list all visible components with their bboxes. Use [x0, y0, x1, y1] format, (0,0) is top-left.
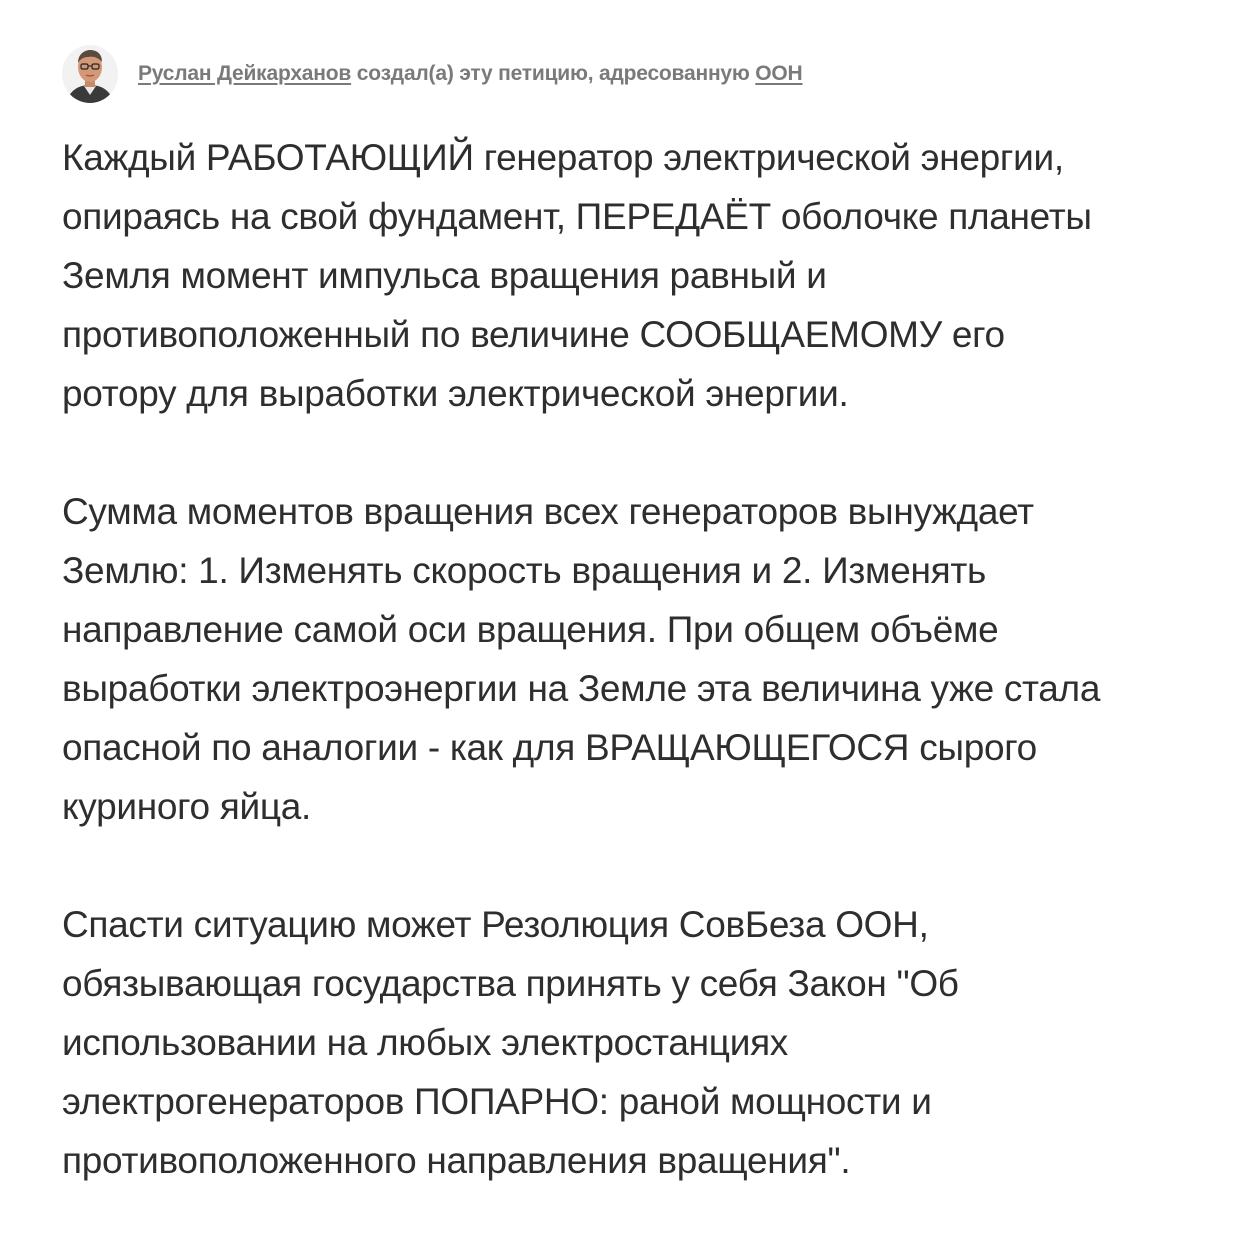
petition-description	[62, 128, 1232, 1190]
author-avatar[interactable]	[62, 45, 118, 103]
addressee-link[interactable]: ООН	[755, 62, 803, 85]
petition-paragraph-2: Сумма моментов вращения всех генераторов вынуждает Землю: 1. Изменять скорость вращения и 2. Изменять направление самой оси вращения. При общем объёме выработки электроэнергии на Земле эта величина уже стала опасной по аналогии - как для ВРАЩАЮЩЕГОСЯ сырого куриного яйца.	[62, 491, 1101, 827]
petition-author-header	[62, 44, 803, 104]
petition-paragraph-3: Спасти ситуацию может Резолюция СовБеза ООН, обязывающая государства принять у себя Закон "Об использовании на любых электростанциях электрогенераторов ПОПАРНО: раной мощности и противоположенного направления вращения".	[62, 904, 959, 1181]
author-photo-icon	[62, 45, 118, 103]
petition-paragraph-1: Каждый РАБОТАЮЩИЙ генератор электрической энергии, опираясь на свой фундамент, ПЕРЕДАЁТ оболочке планеты Земля момент импульса вращения равный и противоположенный по величине СООБЩАЕМОМУ его ротору для выработки электрической энергии.	[62, 137, 1092, 414]
petition-byline	[138, 62, 803, 86]
created-petition-text: создал(а) эту петицию, адресованную	[351, 62, 756, 85]
author-name-link[interactable]: Руслан Дейкарханов	[138, 62, 352, 85]
